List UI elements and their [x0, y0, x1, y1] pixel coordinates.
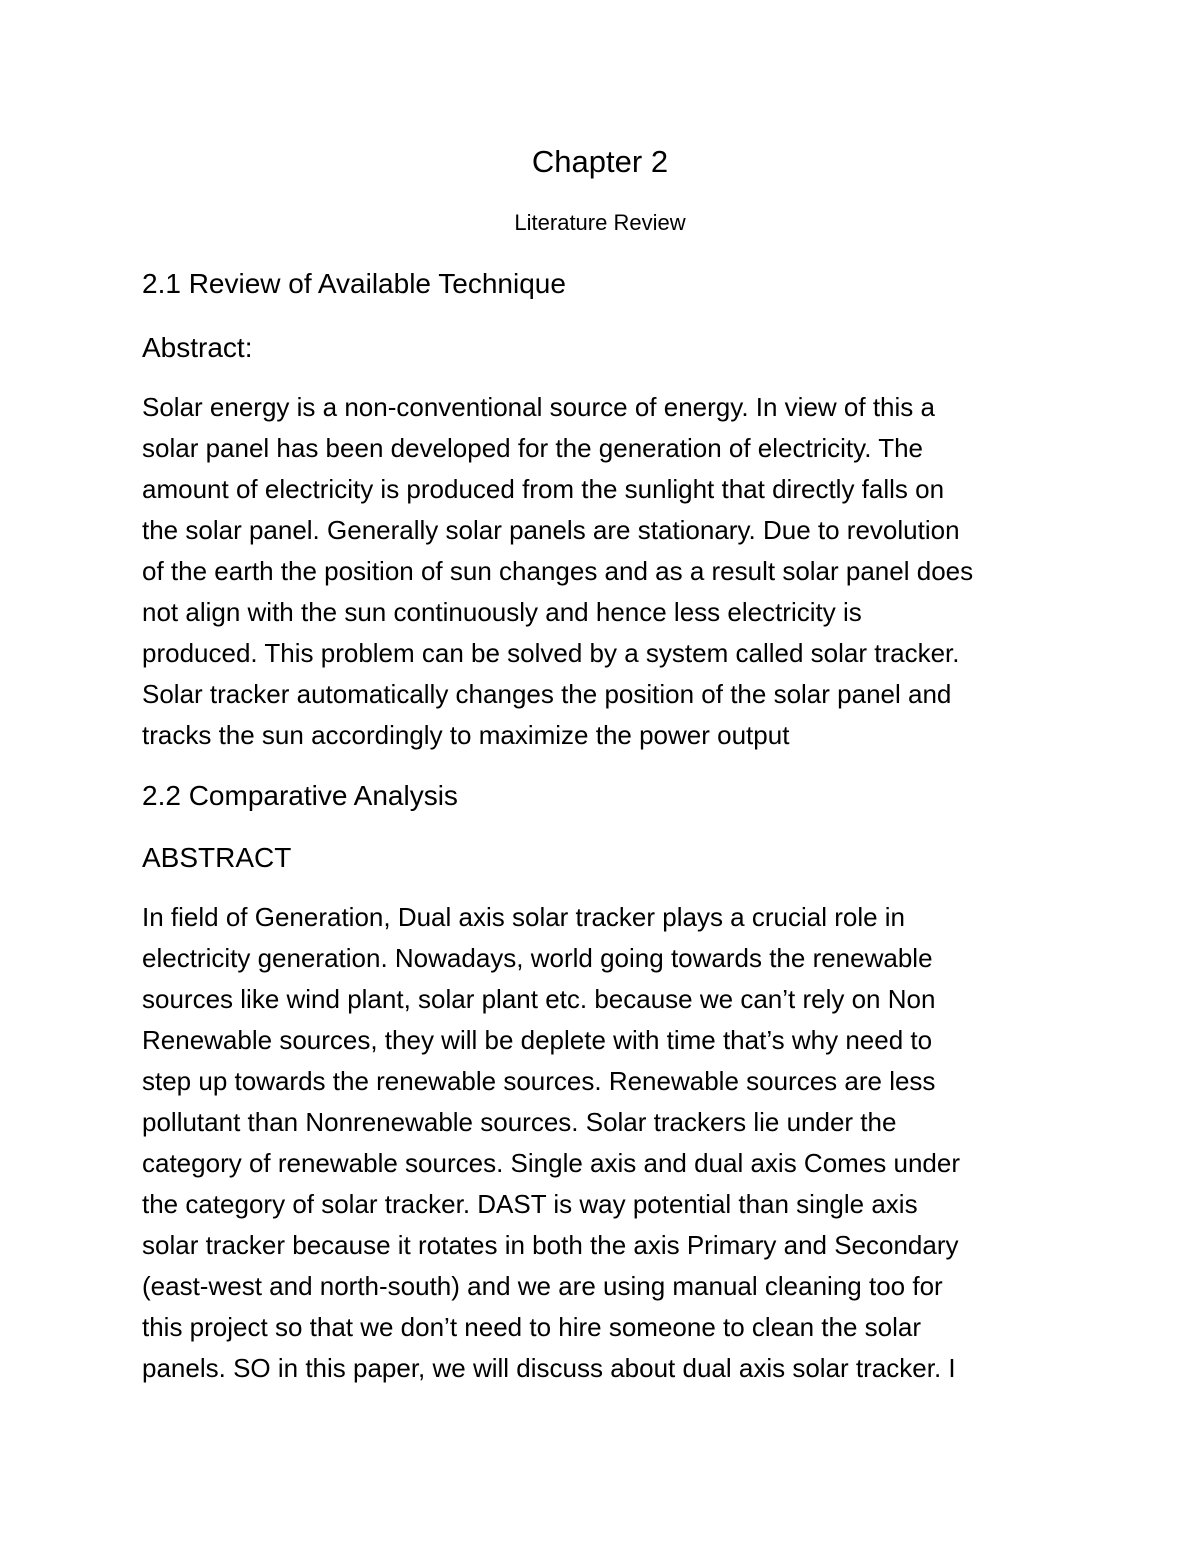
section-2-2-paragraph [142, 897, 1082, 1389]
paragraph-line: Renewable sources, they will be deplete with time that’s why need to [142, 1025, 933, 1055]
paragraph-line: not align with the sun continuously and hence less electricity is [142, 597, 862, 627]
paragraph-line: Solar energy is a non-conventional source of energy. In view of this a [142, 392, 935, 422]
section-heading-2-1: 2.1 Review of Available Technique [142, 268, 566, 299]
paragraph-line: (east-west and north-south) and we are using manual cleaning too for [142, 1271, 943, 1301]
paragraph-line: the solar panel. Generally solar panels are stationary. Due to revolution [142, 515, 960, 545]
section-2-1-paragraph [142, 387, 1082, 756]
paragraph-line: solar tracker because it rotates in both the axis Primary and Secondary [142, 1230, 959, 1260]
paragraph-line: amount of electricity is produced from the sunlight that directly falls on [142, 474, 945, 504]
paragraph-line: category of renewable sources. Single axis and dual axis Comes under [142, 1148, 961, 1178]
section-heading-2-2: 2.2 Comparative Analysis [142, 780, 458, 811]
paragraph-line: electricity generation. Nowadays, world going towards the renewable [142, 943, 933, 973]
paragraph-line: sources like wind plant, solar plant etc. because we can’t rely on Non [142, 984, 936, 1014]
paragraph-line: pollutant than Nonrenewable sources. Solar trackers lie under the [142, 1107, 897, 1137]
paragraph-line: panels. SO in this paper, we will discuss about dual axis solar tracker. I [142, 1353, 956, 1383]
paragraph-line: Solar tracker automatically changes the position of the solar panel and [142, 679, 952, 709]
chapter-subtitle: Literature Review [514, 210, 686, 235]
paragraph-line: of the earth the position of sun changes and as a result solar panel does [142, 556, 974, 586]
abstract-label-2-1: Abstract: [142, 332, 253, 363]
abstract-label-2-2: ABSTRACT [142, 842, 292, 873]
paragraph-line: In field of Generation, Dual axis solar tracker plays a crucial role in [142, 902, 906, 932]
paragraph-line: solar panel has been developed for the generation of electricity. The [142, 433, 923, 463]
paragraph-line: produced. This problem can be solved by a system called solar tracker. [142, 638, 960, 668]
paragraph-line: tracks the sun accordingly to maximize the power output [142, 720, 790, 750]
paragraph-line: step up towards the renewable sources. Renewable sources are less [142, 1066, 936, 1096]
paragraph-line: this project so that we don’t need to hire someone to clean the solar [142, 1312, 922, 1342]
chapter-title: Chapter 2 [531, 144, 669, 179]
paragraph-line: the category of solar tracker. DAST is way potential than single axis [142, 1189, 918, 1219]
